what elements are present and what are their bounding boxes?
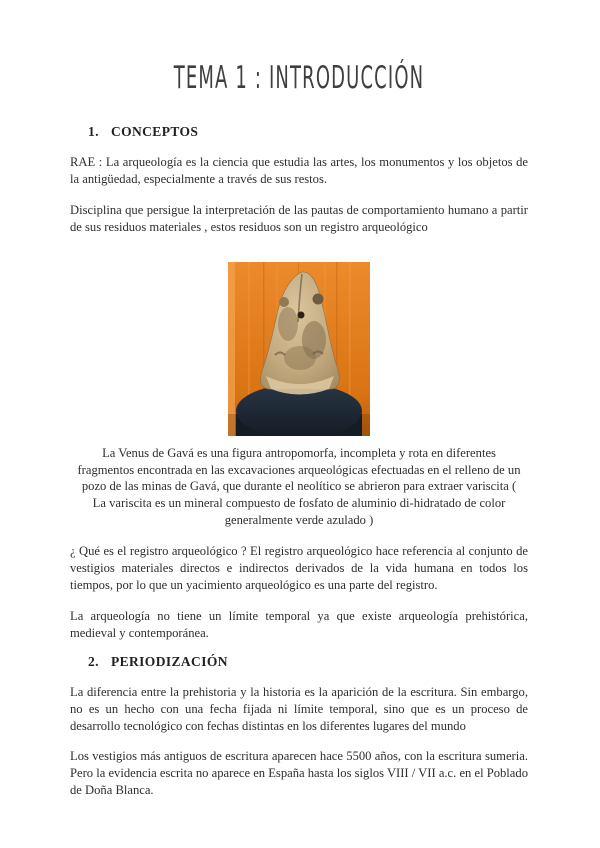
section-1-heading	[88, 124, 528, 140]
section-2-heading	[88, 654, 528, 670]
paragraph-disciplina: Disciplina que persigue la interpretación de las pautas de comportamiento humano a partir de sus residuos materiales , estos residuos son un registro arqueológico	[70, 202, 528, 234]
figurine-right-eye	[313, 293, 324, 304]
paragraph-limite-temporal: La arqueología no tiene un límite temporal ya que existe arqueología prehistórica, medieval y contemporánea.	[70, 608, 528, 640]
section-2-title: PERIODIZACIÓN	[110, 653, 228, 669]
paragraph-prehistoria-historia: La diferencia entre la prehistoria y la historia es la aparición de la escritura. Sin embargo, no es un hecho con una fecha fijada ni límite temporal, sino que es un proceso de desarrollo tecnológico con fechas distintas en los diferentes lugares del mundo	[70, 684, 528, 733]
section-1-number: 1.	[88, 124, 99, 139]
page-title-text: TEMA 1 : INTRODUCCIÓN	[173, 60, 425, 96]
paragraph-escritura-sumeria: Los vestigios más antiguos de escritura aparecen hace 5500 años, con la escritura sumeria. Pero la evidencia escrita no aparece en España hasta los siglos VIII / VII a.c. en el Poblado de Doña Blanca.	[70, 749, 528, 798]
figurine-left-eye	[279, 297, 289, 307]
section-2-number: 2.	[88, 653, 99, 669]
paragraph-rae-definition: RAE : La arqueología es la ciencia que estudia las artes, los monumentos y los objetos de la antigüedad, especialmente a través de sus restos.	[70, 155, 528, 186]
figurine-hole	[298, 311, 305, 318]
section-1-title: CONCEPTOS	[110, 124, 199, 139]
figure-caption: La Venus de Gavá es una figura antropomorfa, incompleta y rota en diferentes fragmentos encontrada en las excavaciones arqueológicas efectuadas en el relleno de un pozo de las minas de Gavá, que durante el neolítico se abrieron para extraer variscita ( La variscita es un mineral compuesto de fosfato de aluminio di-hidratado de color generalmente verde azulado )	[77, 445, 521, 528]
figure-venus-de-gava	[228, 262, 370, 436]
venus-figurine-photo	[228, 262, 370, 436]
page-title	[70, 58, 528, 98]
paragraph-registro-arqueologico: ¿ Qué es el registro arqueológico ? El registro arqueológico hace referencia al conjunto de vestigios materiales directos e indirectos derivados de la vida humana en todos los tiempos, por lo que un yacimiento arqueológico es una parte del registro.	[70, 544, 528, 592]
